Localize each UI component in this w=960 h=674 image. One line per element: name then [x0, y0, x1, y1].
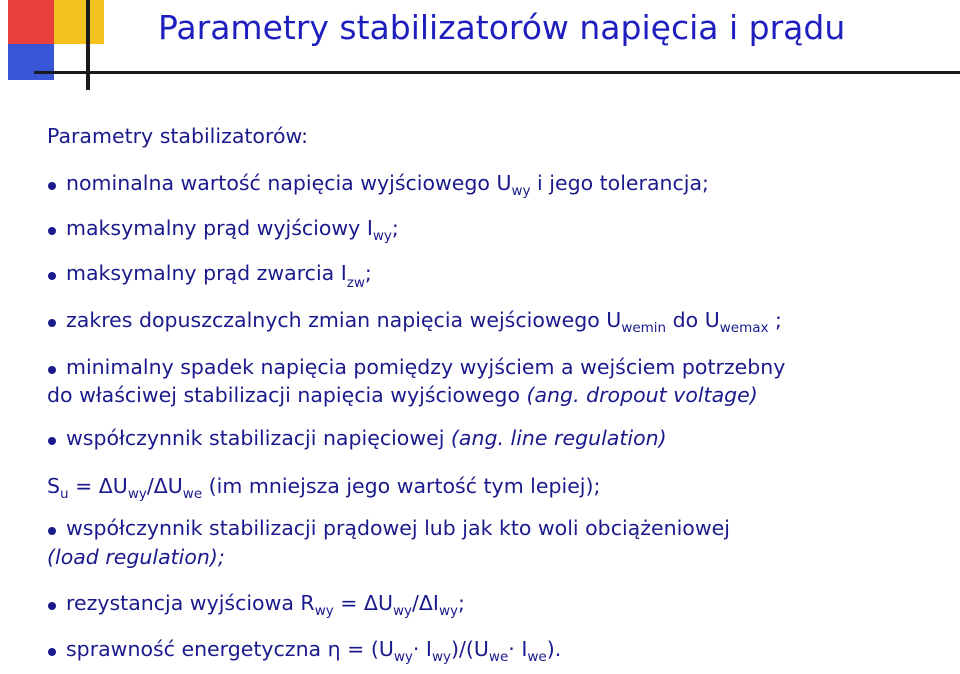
bullet-dot [48, 527, 56, 535]
bullet-dot [48, 648, 56, 656]
bullet-dropout-line2: do właściwej stabilizacji napięcia wyjściowego (ang. dropout voltage) [47, 383, 758, 407]
bullet-dot [48, 366, 56, 374]
bullet-input-voltage-range: zakres dopuszczalnych zmian napięcia wejściowego $U_{wemin}$ do $U_{wemax}$ ; [66, 308, 782, 336]
bullet-dropout-line1: minimalny spadek napięcia pomiędzy wyjściem a wejściem potrzebny [66, 355, 786, 379]
vertical-rule [86, 0, 90, 90]
bullet-short-circuit-current: maksymalny prąd zwarcia $I_{zw}$; [66, 261, 372, 291]
bullet-efficiency: sprawność energetyczna $\eta = (U_{wy}\cdot I_{wy})/(U_{we}\cdot I_{we})$. [66, 637, 562, 665]
title-rule [34, 71, 960, 74]
bullet-nominal-voltage: nominalna wartość napięcia wyjściowego $U_{wy}$ i jego tolerancja; [66, 171, 709, 199]
bullet-dot [48, 227, 56, 235]
bullet-line-regulation: współczynnik stabilizacji napięciowej (ang. line regulation) [66, 426, 667, 450]
bullet-dot [48, 182, 56, 190]
bullet-dot [48, 319, 56, 327]
red-square [8, 0, 54, 44]
page-title: Parametry stabilizatorów napięcia i prądu [158, 8, 846, 47]
intro-text: Parametry stabilizatorów: [47, 124, 309, 148]
bullet-load-regulation-line2: (load regulation); [47, 545, 225, 569]
yellow-square [54, 0, 104, 44]
decorative-squares [0, 0, 160, 90]
bullet-dot [48, 272, 56, 280]
bullet-load-regulation-line1: współczynnik stabilizacji prądowej lub jak kto woli obciążeniowej [66, 516, 730, 540]
bullet-output-resistance: rezystancja wyjściowa $R_{wy} = \Delta U_{wy}/\Delta I_{wy}$; [66, 591, 465, 619]
bullet-dot [48, 602, 56, 610]
su-formula: $S_u = \Delta U_{wy}/\Delta U_{we}$ (im mniejsza jego wartość tym lepiej); [47, 474, 601, 502]
bullet-dot [48, 437, 56, 445]
bullet-max-output-current: maksymalny prąd wyjściowy $I_{wy}$; [66, 216, 399, 244]
blue-square [8, 44, 54, 80]
